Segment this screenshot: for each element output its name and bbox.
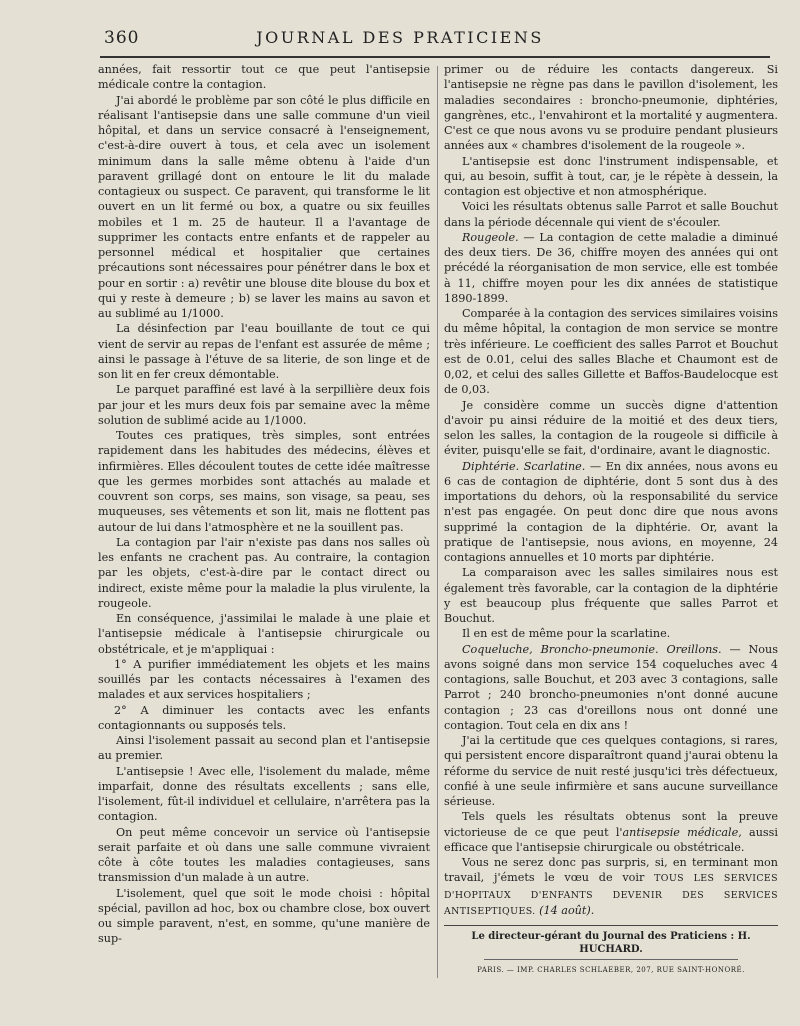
text-run: Vous ne serez donc pas surpris, si, en terminant mon travail, j'émets le vœu de voir bbox=[444, 856, 778, 885]
section-coqueluche bbox=[444, 642, 778, 734]
text-run: , aussi efficace que l'antisepsie chirurgicale ou obstétricale. bbox=[444, 825, 778, 854]
paragraph: Il en est de même pour la scarlatine. bbox=[462, 627, 671, 641]
paragraph: Toutes ces pratiques, très simples, sont entrées rapidement dans les habitudes des médecins, élèves et infirmières. Elles découlent toutes de cette idée maîtresse que les germes morbides sont attachés au malade et couvrent son corps, ses mains, son visage, sa peau, ses muqueuses, ses vêtements et son lit, mais ne flottent pas autour de lui dans l'atmosphère et ne la souillent pas. bbox=[98, 429, 430, 534]
paragraph: Comparée à la contagion des services similaires voisins du même hôpital, la contagion de mon service se montre très inférieure. Le coefficient des salles Parrot et Bouchut est de 0.01, celui des salles Blache et Chaumont est de 0,02, et celui des salles Gillette et Baffos-Baudelocque est de 0,03. bbox=[444, 307, 778, 397]
signature: Le directeur-gérant du Journal des Praticiens : H. HUCHARD. bbox=[471, 931, 751, 955]
journal-title: JOURNAL DES PRATICIENS bbox=[256, 28, 544, 47]
paragraph: Je considère comme un succès digne d'attention d'avoir pu ainsi réduire de la moitié et des deux tiers, selon les salles, la contagion de la rougeole si difficile à éviter, puisqu'elle se fait, d'ordinaire, avant le diagnostic. bbox=[444, 398, 778, 458]
text-run: Tels quels les résultats obtenus sont la preuve victorieuse de ce que peut l' bbox=[444, 810, 778, 839]
paragraph: On peut même concevoir un service où l'antisepsie serait parfaite et où dans une salle commune vivraient côte à côte toutes les maladies contagieuses, sans transmission d'un malade à un autre. bbox=[98, 825, 430, 885]
column-divider bbox=[437, 66, 438, 978]
section-label: Rougeole. bbox=[462, 230, 519, 244]
paragraph: Voici les résultats obtenus salle Parrot et salle Bouchut dans la période décennale qui vient de s'écouler. bbox=[444, 200, 778, 229]
paragraph: La comparaison avec les salles similaires nous est également très favorable, car la contagion de la diphtérie y est beaucoup plus fréquente que salles Parrot et Bouchut. bbox=[444, 566, 778, 625]
paragraph: L'antisepsie est donc l'instrument indispensable, et qui, au besoin, suffit à tout, car, je le répète à dessein, la contagion est objective et non atmosphérique. bbox=[444, 154, 778, 198]
paragraph: Le parquet paraffiné est lavé à la serpillière deux fois par jour et les murs deux fois par semaine avec la même solution de sublimé acide au 1/1000. bbox=[98, 383, 430, 427]
small-caps-text: TOUS LES SERVICES D'HOPITAUX D'ENFANTS DEVENIR DES SERVICES ANTISEPTIQUES. bbox=[444, 873, 779, 917]
paragraph: En conséquence, j'assimilai le malade à une plaie et l'antisepsie médicale à l'antisepsie chirurgicale ou obstétricale, et je m'appliquai : bbox=[98, 612, 430, 656]
paragraph: La contagion par l'air n'existe pas dans nos salles où les enfants ne crachent pas. Au contraire, la contagion par les objets, c'est-à-dire par le contact direct ou indirect, existe même pour la maladie la plus virulente, la rougeole. bbox=[98, 535, 430, 610]
page-number: 360 bbox=[104, 28, 140, 48]
emphasis: antisepsie médicale bbox=[622, 825, 739, 839]
section-text: — Nous avons soigné dans mon service 154 coqueluches avec 4 contagions, salle Bouchut, et 203 avec 3 contagions, salle Parrot ; 240 broncho-pneumonies n'ont donné aucune contagion ; 23 cas d'oreillons nous ont donné une contagion. Tout cela en dix ans ! bbox=[444, 642, 778, 732]
paragraph bbox=[444, 809, 778, 855]
paragraph: L'isolement, quel que soit le mode choisi : hôpital spécial, pavillon ad hoc, box ou chambre close, box ouvert ou simple paravent, n'est, en somme, qu'une manière de sup- bbox=[98, 886, 430, 946]
paragraph: primer ou de réduire les contacts dangereux. Si l'antisepsie ne règne pas dans le pavillon d'isolement, les maladies secondaires : broncho-pneumonie, diphtéries, gangrènes, etc., l'envahiront et la mortalité y augmentera. C'est ce que nous avons vu se produire pendant plusieurs années aux « chambres d'isolement de la rougeole ». bbox=[444, 63, 778, 153]
paragraph: L'antisepsie ! Avec elle, l'isolement du malade, même imparfait, donne des résultats excellents ; sans elle, l'isolement, fût-il individuel et cellulaire, n'arrêtera pas la contagion. bbox=[98, 764, 430, 824]
paragraph: années, fait ressortir tout ce que peut l'antisepsie médicale contre la contagion. bbox=[98, 63, 430, 92]
section-text: — En dix années, nous avons eu 6 cas de contagion de diphtérie, dont 5 sont dus à des importations du dehors, où la responsabilité du service n'est pas engagée. On peut donc dire que nous avons supprimé la contagion de la diphtérie. Or, avant la pratique de l'antisepsie, nous avions, en moyenne, 24 contagions annuelles et 10 morts par diphtérie. bbox=[444, 459, 778, 564]
imprint: PARIS. — IMP. CHARLES SCHLAEBER, 207, RUE SAINT-HONORÉ. bbox=[477, 966, 745, 974]
left-column bbox=[98, 62, 430, 947]
paragraph: J'ai la certitude que ces quelques contagions, si rares, qui persistent encore disparaîtront quand j'aurai obtenu la réforme du service de nuit resté jusqu'ici très défectueux, confié à une seule infirmière et sans aucune surveillance sérieuse. bbox=[444, 734, 778, 808]
list-item: 1° A purifier immédiatement les objets et les mains souillés par les contacts nécessaires à l'examen des malades et aux services hospitaliers ; bbox=[98, 657, 430, 702]
paragraph: Ainsi l'isolement passait au second plan et l'antisepsie au premier. bbox=[98, 734, 430, 763]
section-diphterie bbox=[444, 459, 778, 566]
section-text: — La contagion de cette maladie a diminué des deux tiers. De 36, chiffre moyen des années qui ont précédé la réorganisation de mon service, elle est tombée à 11, chiffre moyen pour les dix années de statistique 1890-1899. bbox=[444, 230, 778, 305]
paragraph: La désinfection par l'eau bouillante de tout ce qui vient de servir au repas de l'enfant est assurée de même ; ainsi le passage à l'étuve de sa literie, de son linge et de son lit en fer creux démontable. bbox=[98, 322, 430, 381]
list-item: 2° A diminuer les contacts avec les enfants contagionnants ou supposés tels. bbox=[98, 703, 430, 732]
imprint-rule bbox=[484, 959, 738, 960]
section-label: Diphtérie. Scarlatine. bbox=[462, 459, 586, 473]
right-column bbox=[444, 62, 778, 975]
section-rougeole bbox=[444, 230, 778, 306]
closing-paragraph bbox=[444, 855, 778, 919]
date: (14 août). bbox=[535, 903, 595, 917]
signature-rule bbox=[444, 925, 778, 926]
header-rule bbox=[100, 56, 770, 58]
section-label: Coqueluche, Broncho-pneumonie. Oreillons. bbox=[462, 642, 722, 656]
paragraph: J'ai abordé le problème par son côté le plus difficile en réalisant l'antisepsie dans une salle commune d'un vieil hôpital, et dans un service consacré à l'enseignement, c'est-à-dire ouvert à tous, et cela avec un isolement minimum dans la salle même obtenu à l'aide d'un paravent grillagé dont on entoure le lit du malade contagieux ou suspect. Ce paravent, qui transforme le lit ouvert en un lit fermé ou box, a quatre ou six feuilles mobiles et 1 m. 25 de hauteur. Il a l'avantage de supprimer les contacts entre enfants et de rappeler au personnel médical et hospitalier que certaines précautions sont nécessaires pour pénétrer dans le box et pour en sortir : a) revêtir une blouse dite blouse du box et qui y reste à demeure ; b) se laver les mains au savon et au sublimé au 1/1000. bbox=[98, 93, 430, 320]
